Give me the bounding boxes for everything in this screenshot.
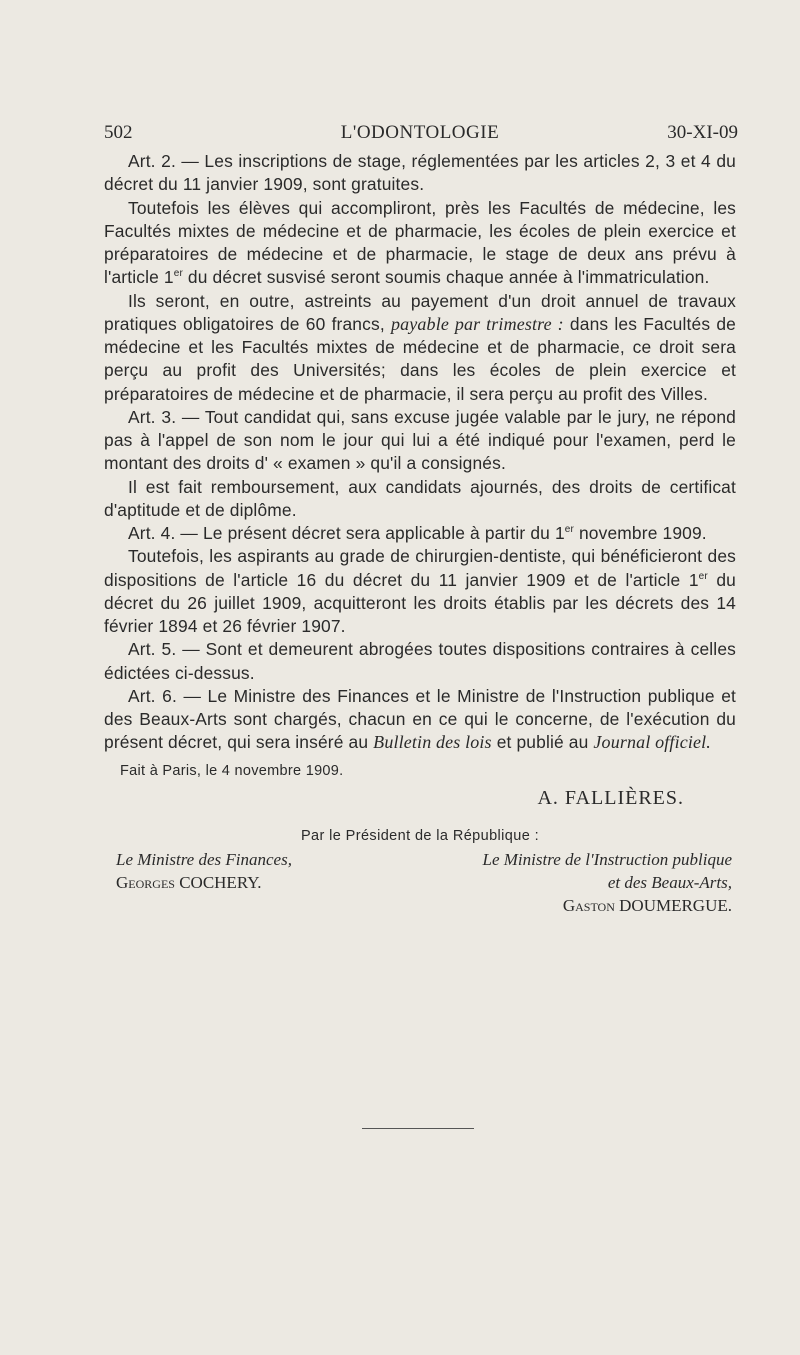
finance-minister-name: Georges COCHERY. [116, 872, 262, 892]
instruction-minister-title-cont: et des Beaux-Arts, [607, 872, 732, 892]
text-run: novembre 1909. [574, 523, 707, 543]
journal-title: L'ODONTOLOGIE [340, 122, 500, 143]
paragraph-art6 [104, 685, 736, 755]
text-run: du décret du 26 juillet 1909, acquitteront les droits établis par les décrets des 14 février 1894 et 26 février 1907. [104, 569, 736, 636]
paragraph-art4 [104, 522, 736, 545]
by-president-line: Par le Président de la République : [300, 827, 540, 844]
italic-run: Journal officiel. [593, 732, 711, 753]
minister-signatures [104, 848, 736, 928]
italic-run: payable par trimestre : [390, 313, 564, 334]
superscript: er [564, 524, 574, 535]
text-run: dans les Facultés de médecine et les Facultés mixtes de médecine et de pharmacie, ce droit sera perçu au profit des Universités; dans les écoles de plein exercice et préparatoires de médecine et de pharmacie, il sera perçu au profit des Villes. [104, 313, 736, 404]
text-run: et publié au [491, 732, 594, 753]
paragraph-aspirants [104, 545, 736, 638]
paragraph-droit-annuel [104, 290, 736, 406]
paragraph-art3: Art. 3. — Tout candidat qui, sans excuse jugée valable par le jury, ne répond pas à l'appel de son nom le jour qui lui a été indiqué pour l'examen, perd le montant des droits d' « examen » qu'il a consignés. [104, 406, 736, 474]
president-signature: A. FALLIÈRES. [537, 786, 684, 809]
decree-body [104, 150, 736, 755]
italic-run: Bulletin des lois [373, 732, 492, 753]
instruction-minister-title: Le Ministre de l'Instruction publique [482, 849, 732, 869]
running-header [104, 122, 736, 150]
instruction-minister-block [483, 848, 732, 917]
text-run: du décret susvisé seront soumis chaque année à l'immatriculation. [182, 267, 710, 288]
finance-minister-block [116, 848, 292, 894]
paragraph-art5: Art. 5. — Sont et demeurent abrogées toutes dispositions contraires à celles édictées ci-dessus. [104, 639, 736, 683]
superscript: er [698, 570, 708, 582]
text-run: Toutefois, les aspirants au grade de chirurgien-dentiste, qui bénéficieront des dispositions de l'article 16 du décret du 11 janvier 1909 et de l'article 1 [104, 546, 736, 590]
instruction-minister-name: Gaston DOUMERGUE. [562, 895, 732, 915]
document-page [104, 122, 736, 928]
paragraph-remboursement: Il est fait remboursement, aux candidats ajournés, des droits de certificat d'aptitude et de diplôme. [104, 476, 736, 520]
superscript: er [173, 268, 183, 280]
text-run: Art. 6. — Le Ministre des Finances et le Ministre de l'Instruction publique et des Beaux-Arts sont chargés, chacun en ce qui le concerne, de l'exécution du présent décret, qui sera inséré au [104, 685, 736, 753]
paragraph-stage [104, 197, 736, 290]
page-number: 502 [104, 122, 133, 143]
text-run: Art. 4. — Le présent décret sera applicable à partir du 1 [128, 523, 565, 543]
place-date: Fait à Paris, le 4 novembre 1909. [120, 762, 344, 779]
paragraph-art2: Art. 2. — Les inscriptions de stage, réglementées par les articles 2, 3 et 4 du décret du 11 janvier 1909, sont gratuites. [104, 151, 736, 195]
end-rule [362, 1128, 474, 1129]
text-run: Toutefois les élèves qui accompliront, près les Facultés de médecine, les Facultés mixtes de médecine et de pharmacie, les écoles de plein exercice et préparatoires de médecine et de pharmacie, le stage de deux ans prévu à l'article 1 [104, 197, 736, 288]
text-run: Ils seront, en outre, astreints au payement d'un droit annuel de travaux pratiques obligatoires de 60 francs, [104, 290, 736, 334]
issue-date: 30-XI-09 [667, 122, 738, 143]
finance-minister-title: Le Ministre des Finances, [116, 849, 292, 869]
